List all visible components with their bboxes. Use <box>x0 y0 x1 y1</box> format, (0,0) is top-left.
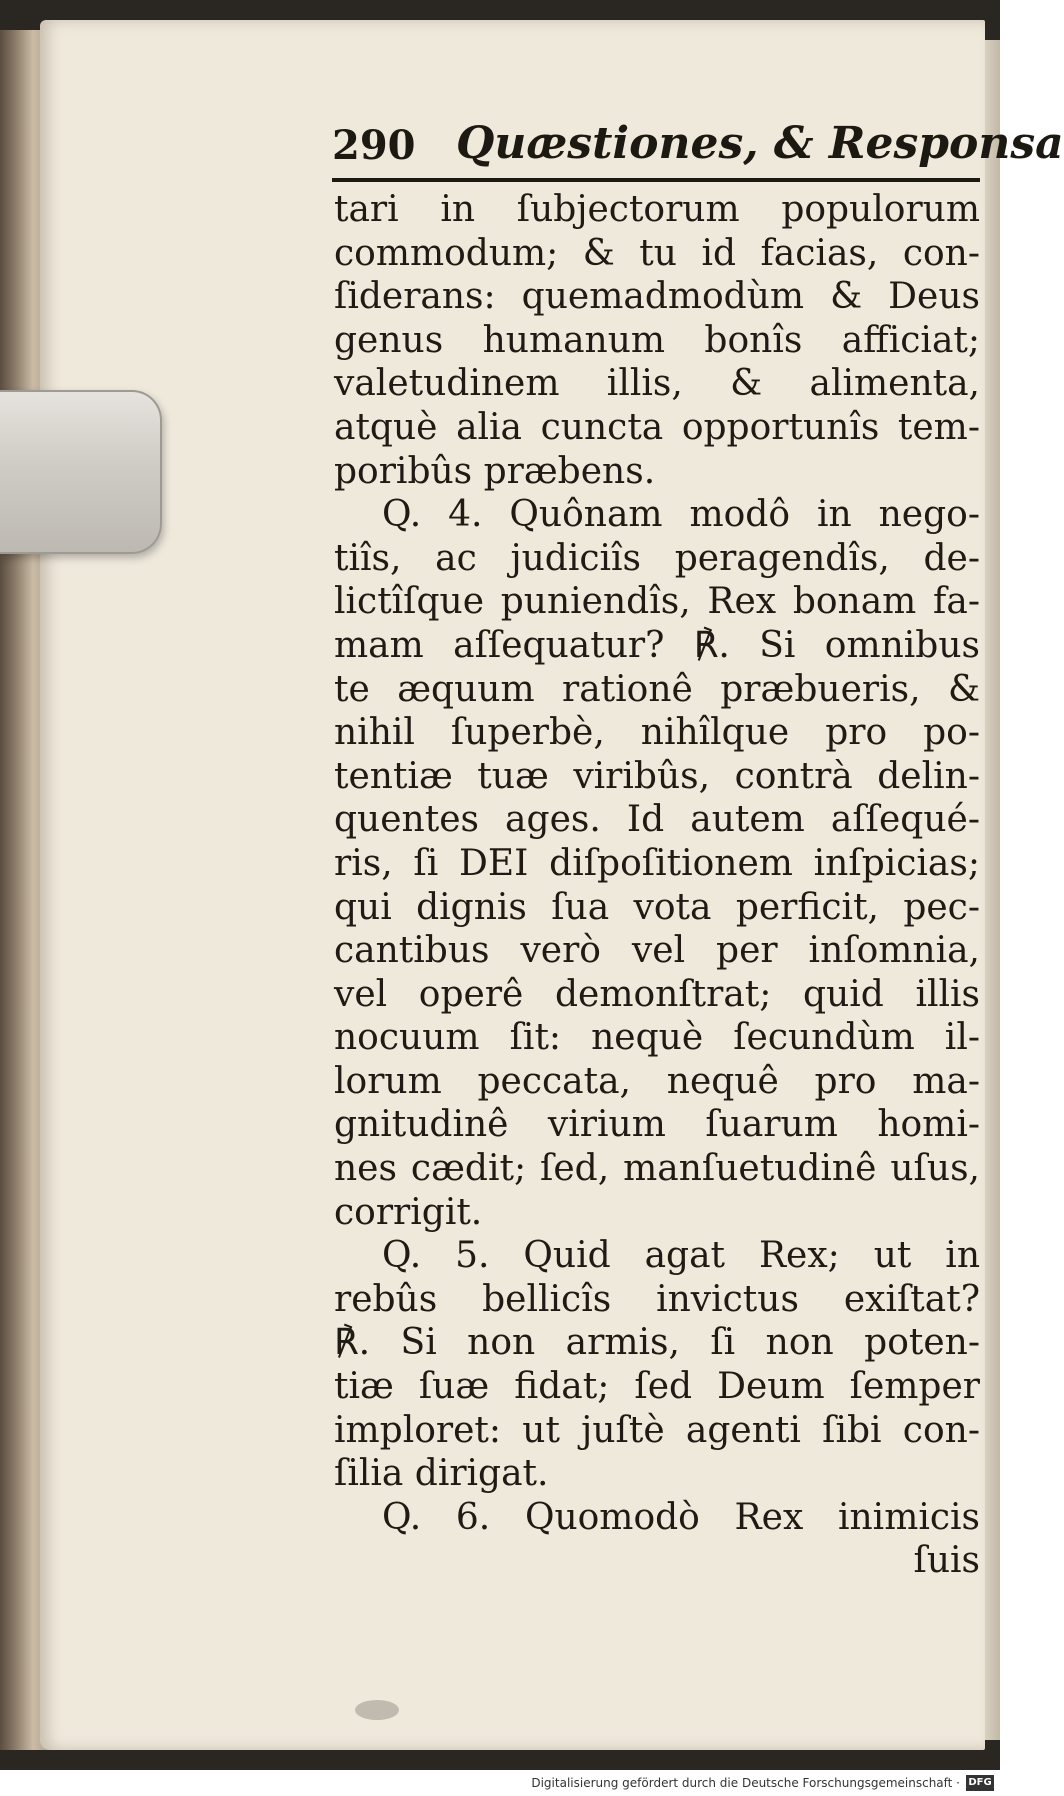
text-line: qui dignis ſua vota perficit, pec- <box>334 886 980 928</box>
text-line: lorum peccata, nequê pro ma- <box>334 1060 980 1102</box>
running-head: Quæstiones, & Responsa <box>456 118 1064 169</box>
text-line: poribûs præbens. <box>334 450 656 492</box>
facing-page-edge <box>985 40 1000 1740</box>
book-clip <box>0 390 162 554</box>
text-line: valetudinem illis, & alimenta, <box>334 363 980 405</box>
text-line: tari in ſubjectorum populorum <box>334 189 980 230</box>
body-text <box>334 188 980 1583</box>
footer-bar <box>0 1772 1000 1796</box>
page-number: 290 <box>332 122 416 169</box>
footer-credit: Digitalisierung gefördert durch die Deutsche Forschungsgemeinschaft · <box>531 1776 960 1790</box>
text-line: atquè alia cuncta opportunîs tem- <box>334 406 980 448</box>
text-line: tiæ ſuæ fidat; ſed Deum ſemper <box>334 1366 980 1408</box>
dfg-logo: DFG <box>966 1775 994 1791</box>
text-line: ſiderans: quemadmodùm & Deus <box>334 276 980 318</box>
text-line: ℟. Si non armis, ſi non poten- <box>334 1322 980 1364</box>
text-line: nihil ſuperbè, nihîlque pro po- <box>334 712 980 754</box>
text-line: genus humanum bonîs afficiat; <box>334 319 980 361</box>
text-line: imploret: ut juſtè agenti ſibi con- <box>334 1409 980 1451</box>
text-line: cantibus verò vel per inſomnia, <box>334 930 980 972</box>
text-line: nes cædit; ſed, manſuetudinê uſus, <box>334 1148 980 1190</box>
text-line: commodum; & tu id facias, con- <box>334 232 980 274</box>
text-line: te æquum rationê præbueris, & <box>334 668 980 710</box>
page-header <box>332 118 1064 182</box>
paper-stain <box>355 1700 399 1720</box>
text-line: ſilia dirigat. <box>334 1453 549 1495</box>
text-line: tentiæ tuæ viribûs, contrà delin- <box>334 755 980 797</box>
text-line: vel operê demonſtrat; quid illis <box>334 973 980 1015</box>
text-line: nocuum ſit: nequè ſecundùm il- <box>334 1017 980 1059</box>
question-line: Q. 6. Quomodò Rex inimicis <box>382 1496 980 1538</box>
text-line: mam aſſequatur? ℟. Si omnibus <box>334 624 980 666</box>
text-line: ris, ſi DEI diſpoſitionem inſpicias; <box>334 842 980 884</box>
text-line: lictîſque puniendîs, Rex bonam fa- <box>334 581 980 623</box>
question-line: Q. 4. Quônam modô in nego- <box>382 494 980 536</box>
question-line: Q. 5. Quid agat Rex; ut in <box>382 1235 980 1277</box>
text-line: corrigit. <box>334 1191 483 1233</box>
catchword: ſuis <box>913 1540 980 1582</box>
text-line: quentes ages. Id autem aſſequé- <box>334 799 980 841</box>
text-line: rebûs bellicîs invictus exiſtat? <box>334 1278 980 1320</box>
header-rule <box>332 178 980 182</box>
text-line: gnitudinê virium ſuarum homi- <box>334 1104 980 1146</box>
text-line: tiîs, ac judiciîs peragendîs, de- <box>334 537 980 579</box>
